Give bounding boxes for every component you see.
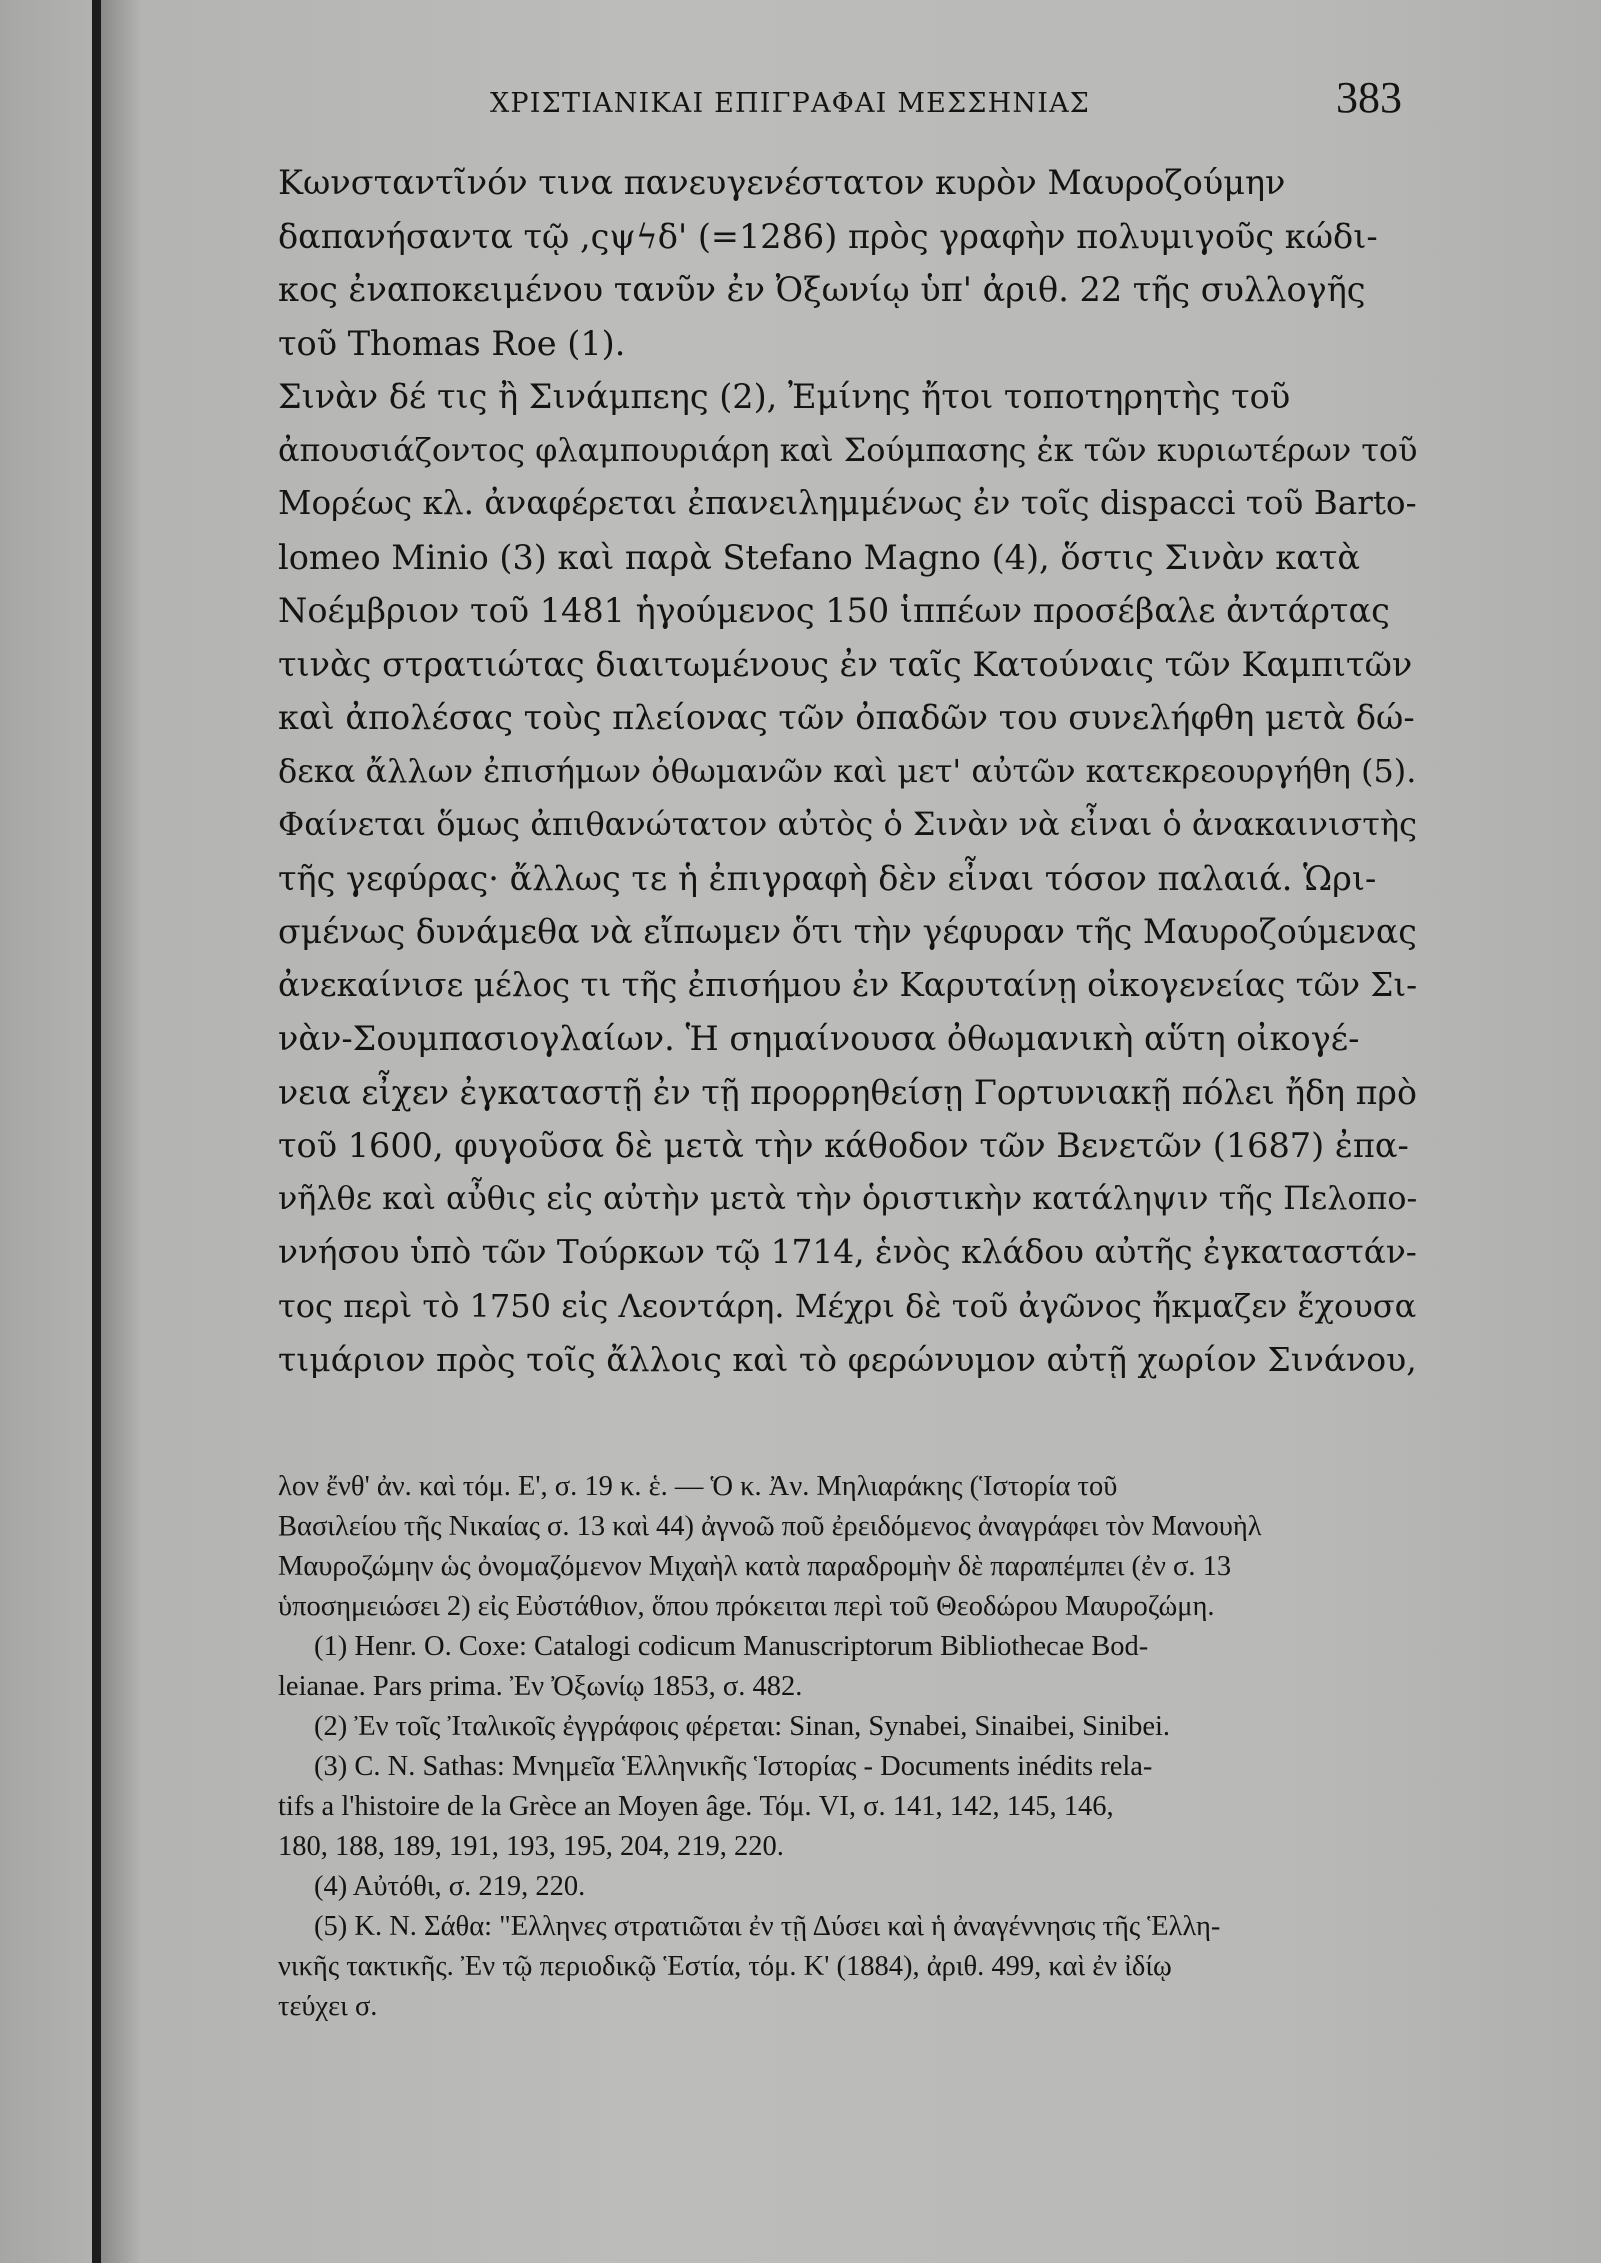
text-line: Σινὰν δέ τις ἢ Σινάμπεης (2), Ἐμίνης ἤτοι τοποτηρητὴς τοῦ <box>278 377 1291 416</box>
footnotes <box>278 1467 1423 2027</box>
footnote-line: (3) C. N. Sathas: Μνημεῖα Ἑλληνικῆς Ἱστορίας - Documents inédits rela- <box>314 1751 1153 1782</box>
text-line: τῆς γεφύρας· ἄλλως τε ἡ ἐπιγραφὴ δὲν εἶναι τόσον παλαιά. Ὡρι- <box>278 858 1377 898</box>
text-line: ννήσου ὑπὸ τῶν Τούρκων τῷ 1714, ἑνὸς κλάδου αὐτῆς ἐγκαταστάν- <box>278 1233 1417 1271</box>
footnote-line: (2) Ἐν τοῖς Ἰταλικοῖς ἐγγράφοις φέρεται: Sinan, Synabei, Sinaibei, Sinibei. <box>314 1711 1171 1742</box>
footnote-line: (4) Αὐτόθι, σ. 219, 220. <box>314 1871 586 1902</box>
running-head: ΧΡΙΣΤΙΑΝΙΚΑΙ ΕΠΙΓΡΑΦΑΙ ΜΕΣΣΗΝΙΑΣ <box>490 88 1091 119</box>
footnote-line: 180, 188, 189, 191, 193, 195, 204, 219, 220. <box>278 1831 784 1862</box>
footnote-line: ὑποσημειώσει 2) εἰς Εὐστάθιον, ὅπου πρόκειται περὶ τοῦ Θεοδώρου Μαυροζώμη. <box>278 1591 1215 1622</box>
text-line: Κωνσταντῖνόν τινα πανευγενέστατον κυρὸν Μαυροζούμην <box>278 163 1286 202</box>
text-line: δεκα ἄλλων ἐπισήμων ὀθωμανῶν καὶ μετ' αὐτῶν κατεκρεουργήθη (5). <box>278 751 1417 790</box>
text-line: Φαίνεται ὅμως ἀπιθανώτατον αὐτὸς ὁ Σινὰν νὰ εἶναι ὁ ἀνακαινιστὴς <box>278 805 1418 843</box>
text-line: Νοέμβριον τοῦ 1481 ἡγούμενος 150 ἱππέων προσέβαλε ἀντάρτας <box>278 591 1390 630</box>
footnote-line: νικῆς τακτικῆς. Ἐν τῷ περιοδικῷ Ἑστία, τόμ. Κ' (1884), ἀριθ. 499, καὶ ἐν ἰδίῳ <box>278 1951 1172 1982</box>
text-line: καὶ ἀπολέσας τοὺς πλείονας τῶν ὀπαδῶν του συνελήφθη μετὰ δώ- <box>278 698 1415 737</box>
gutter-shade <box>101 0 141 2263</box>
footnote-line: leianae. Pars prima. Ἐν Ὀξωνίῳ 1853, σ. 482. <box>278 1671 803 1702</box>
text-line: τινὰς στρατιώτας διαιτωμένους ἐν ταῖς Κατούναις τῶν Καμπιτῶν <box>278 644 1413 684</box>
footnote-line: τεύχει σ. <box>278 1991 378 2022</box>
footnote-line: tifs a l'histoire de la Grèce an Moyen âge. Τόμ. VI, σ. 141, 142, 145, 146, <box>278 1791 1114 1822</box>
footnote-line: λον ἔνθ' ἀν. καὶ τόμ. Ε', σ. 19 κ. ἑ. — Ὁ κ. Ἀν. Μηλιαράκης (Ἱστορία τοῦ <box>278 1471 1118 1502</box>
text-line: ἀπουσιάζοντος φλαμπουριάρη καὶ Σούμπασης ἐκ τῶν κυριωτέρων τοῦ <box>278 430 1418 469</box>
text-line: σμένως δυνάμεθα νὰ εἴπωμεν ὅτι τὴν γέφυραν τῆς Μαυροζούμενας <box>278 912 1417 951</box>
text-line: τοῦ Thomas Roe (1). <box>278 323 626 363</box>
text-line: νεια εἶχεν ἐγκαταστῇ ἐν τῇ προρρηθείσῃ Γορτυνιακῇ πόλει ἤδη πρὸ <box>278 1072 1417 1112</box>
book-spine-shadow <box>92 0 101 2263</box>
footnote-line: Μαυροζώμην ὡς ὀνομαζόμενον Μιχαὴλ κατὰ παραδρομὴν δὲ παραπέμπει (ἐν σ. 13 <box>278 1551 1232 1582</box>
text-line: δαπανήσαντα τῷ ,ςψϟδ' (=1286) πρὸς γραφὴν πολυμιγοῦς κώδι- <box>278 216 1378 256</box>
text-line: κος ἐναποκειμένου τανῦν ἐν Ὀξωνίῳ ὑπ' ἀριθ. 22 τῆς συλλογῆς <box>278 270 1366 309</box>
page-number: 383 <box>1336 73 1402 122</box>
footnote-line: (1) Henr. O. Coxe: Catalogi codicum Manuscriptorum Bibliothecae Bod- <box>314 1631 1149 1662</box>
main-text <box>278 156 1423 1387</box>
text-line: νῆλθε καὶ αὖθις εἰς αὐτὴν μετὰ τὴν ὁριστικὴν κατάληψιν τῆς Πελοπο- <box>278 1180 1418 1217</box>
text-line: νὰν-Σουμπασιογλαίων. Ἡ σημαίνουσα ὀθωμανικὴ αὕτη οἰκογέ- <box>278 1019 1360 1058</box>
footnote-line: Βασιλείου τῆς Νικαίας σ. 13 καὶ 44) ἀγνοῶ ποῦ ἐρειδόμενος ἀναγράφει τὸν Μανουὴλ <box>278 1511 1262 1542</box>
text-line: lomeo Minio (3) καὶ παρὰ Stefano Magno (4), ὅστις Σινὰν κατὰ <box>278 537 1360 577</box>
text-line: τος περὶ τὸ 1750 εἰς Λεοντάρη. Μέχρι δὲ τοῦ ἀγῶνος ἤκμαζεν ἔχουσα <box>278 1286 1417 1325</box>
text-line: τοῦ 1600, φυγοῦσα δὲ μετὰ τὴν κάθοδον τῶν Βενετῶν (1687) ἐπα- <box>278 1126 1409 1165</box>
text-line: Μορέως κλ. ἀναφέρεται ἐπανειλημμένως ἐν τοῖς dispacci τοῦ Barto- <box>278 484 1417 522</box>
text-line: τιμάριον πρὸς τοῖς ἄλλοις καὶ τὸ φερώνυμον αὐτῇ χωρίον Σινάνου, <box>278 1340 1417 1379</box>
footnote-line: (5) Κ. Ν. Σάθα: "Ελληνες στρατιῶται ἐν τῇ Δύσει καὶ ἡ ἀναγέννησις τῆς Ἑλλη- <box>314 1911 1221 1942</box>
text-line: ἀνεκαίνισε μέλος τι τῆς ἐπισήμου ἐν Καρυταίνῃ οἰκογενείας τῶν Σι- <box>278 965 1418 1004</box>
